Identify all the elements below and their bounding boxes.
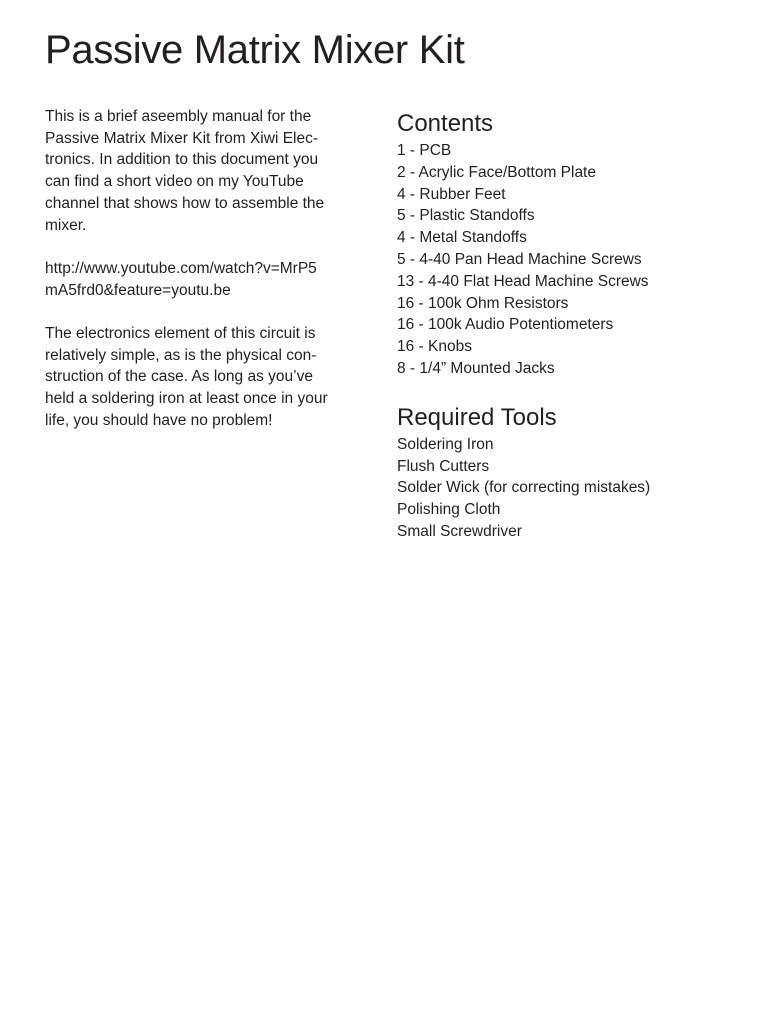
page-title: Passive Matrix Mixer Kit [45, 28, 465, 72]
contents-list [397, 140, 737, 380]
outro-paragraph [45, 323, 355, 432]
contents-item: 16 - Knobs [397, 338, 472, 356]
outro-line: struction of the case. As long as you’ve [45, 368, 313, 386]
contents-item: 5 - 4-40 Pan Head Machine Screws [397, 250, 642, 268]
required-tools-section [397, 402, 737, 543]
required-tools-list [397, 434, 737, 543]
required-tools-heading: Required Tools [397, 403, 557, 431]
intro-line: mixer. [45, 216, 87, 234]
outro-line: life, you should have no problem! [45, 411, 273, 429]
tool-item: Flush Cutters [397, 457, 490, 475]
outro-line: The electronics element of this circuit is [45, 325, 316, 342]
contents-item: 5 - Plastic Standoffs [397, 207, 535, 225]
tool-item: Polishing Cloth [397, 501, 501, 519]
intro-line: This is a brief aseembly manual for the [45, 108, 312, 125]
intro-column [45, 106, 355, 453]
tool-item: Soldering Iron [397, 435, 494, 453]
intro-paragraph [45, 106, 355, 236]
outro-line: relatively simple, as is the physical con- [45, 346, 317, 364]
intro-line: can find a short video on my YouTube [45, 173, 304, 191]
intro-line: tronics. In addition to this document you [45, 151, 319, 169]
contents-item: 16 - 100k Audio Potentiometers [397, 316, 614, 334]
contents-item: 2 - Acrylic Face/Bottom Plate [397, 163, 596, 181]
contents-item: 16 - 100k Ohm Resistors [397, 294, 569, 312]
contents-item: 4 - Rubber Feet [397, 185, 506, 203]
tool-item: Small Screwdriver [397, 522, 522, 540]
contents-heading: Contents [397, 110, 494, 137]
intro-line: channel that shows how to assemble the [45, 194, 325, 212]
video-link-line: mA5frd0&feature=youtu.be [45, 281, 231, 299]
contents-item: 13 - 4-40 Flat Head Machine Screws [397, 272, 649, 290]
contents-section [397, 108, 737, 380]
parts-column [397, 108, 737, 543]
contents-item: 1 - PCB [397, 142, 452, 159]
tool-item: Solder Wick (for correcting mistakes) [397, 479, 651, 497]
video-link-line: http://www.youtube.com/watch?v=MrP5 [45, 259, 317, 277]
intro-line: Passive Matrix Mixer Kit from Xiwi Elec- [45, 129, 319, 147]
video-link-paragraph [45, 258, 355, 301]
contents-item: 4 - Metal Standoffs [397, 229, 527, 247]
contents-item: 8 - 1/4” Mounted Jacks [397, 359, 555, 377]
outro-line: held a soldering iron at least once in your [45, 390, 328, 408]
